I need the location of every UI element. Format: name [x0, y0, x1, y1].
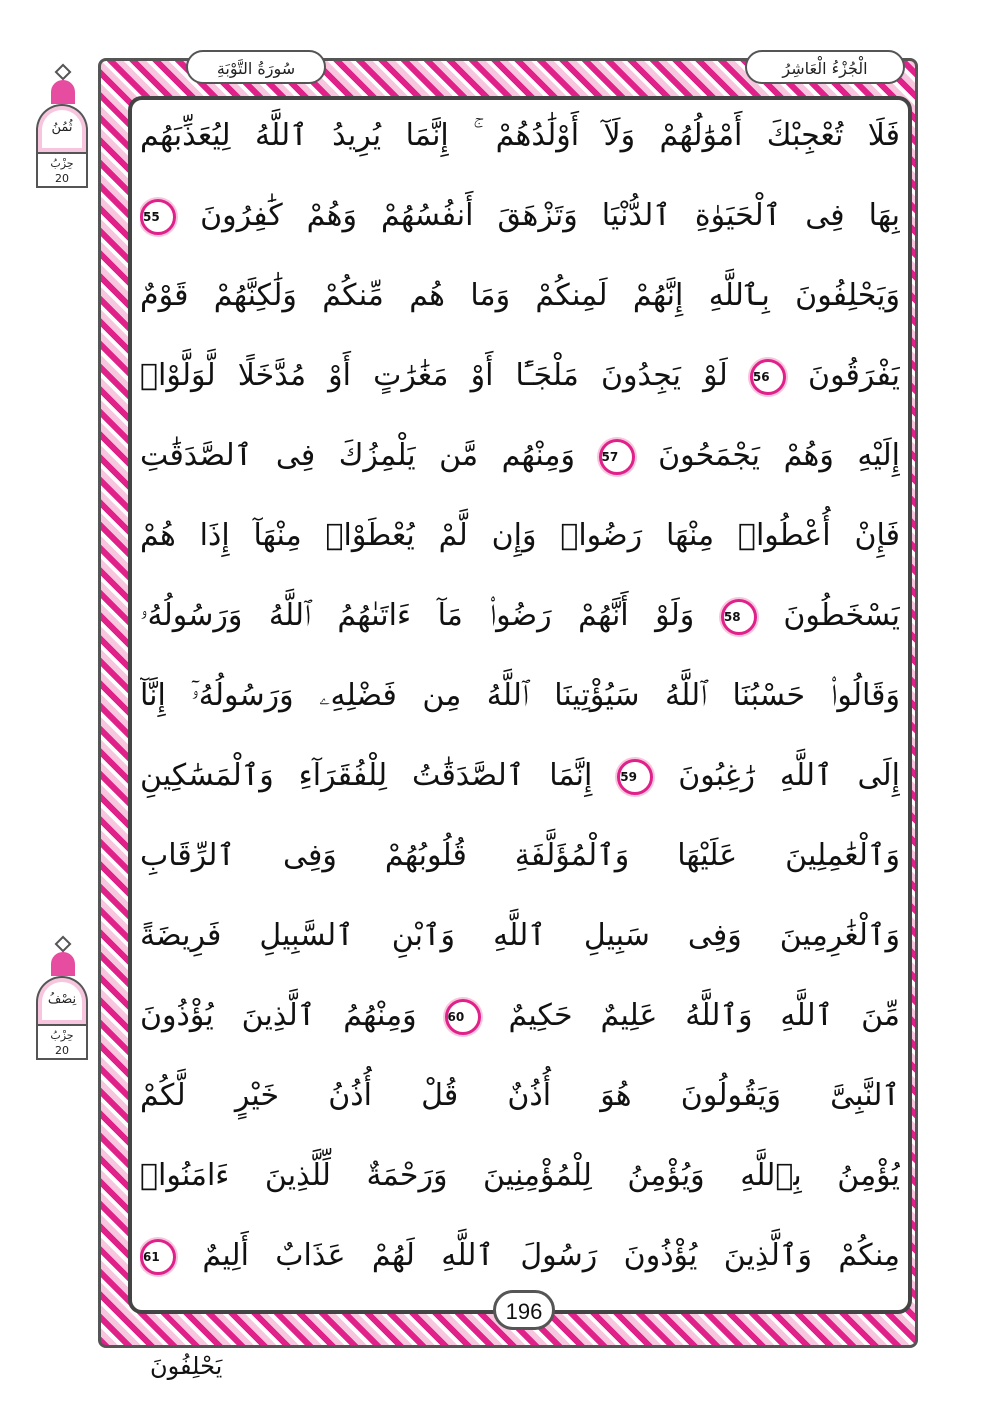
catchword: يَحْلِفُونَ	[150, 1352, 223, 1380]
verse-line	[140, 1144, 900, 1208]
ayah-number-marker: 59	[617, 759, 653, 795]
verse-text: يَفْرَقُونَ	[808, 358, 900, 393]
hizb-box	[36, 1024, 88, 1060]
quran-text-area	[140, 104, 900, 1304]
finial-icon	[55, 64, 72, 81]
marker-label: ثُمُنُ	[36, 104, 88, 152]
hizb-word: حِزْبُ	[50, 1029, 74, 1042]
verse-line	[140, 1064, 900, 1128]
ornament-icon	[51, 80, 75, 104]
verse-line	[140, 424, 900, 488]
hizb-box	[36, 152, 88, 188]
verse-text: إِنَّمَا ٱلصَّدَقَٰتُ لِلْفُقَرَآءِ وَٱلْمَسَٰكِينِ	[140, 758, 593, 793]
verse-line	[140, 504, 900, 568]
verse-line	[140, 824, 900, 888]
ornament-icon	[51, 952, 75, 976]
verse-text: إِلَى ٱللَّهِ رَٰغِبُونَ	[678, 758, 900, 793]
verse-text: وَٱلْعَٰمِلِينَ عَلَيْهَا وَٱلْمُؤَلَّفَةِ قُلُوبُهُمْ وَفِى ٱلرِّقَابِ	[140, 838, 900, 873]
page-number: 196	[493, 1290, 555, 1330]
verse-line	[140, 584, 900, 648]
ayah-number-marker: 57	[599, 439, 635, 475]
ayah-number-marker: 60	[445, 999, 481, 1035]
verse-line	[140, 1224, 900, 1288]
ayah-number-marker: 61	[140, 1239, 176, 1275]
ayah-number-marker: 58	[721, 599, 757, 635]
verse-line	[140, 904, 900, 968]
finial-icon	[55, 936, 72, 953]
hizb-number: 20	[55, 1044, 69, 1057]
verse-line	[140, 344, 900, 408]
verse-text: وَلَوْ أَنَّهُمْ رَضُوا۟ مَآ ءَاتَىٰهُمُ ٱللَّهُ وَرَسُولُهُۥ	[140, 598, 695, 633]
verse-text: إِلَيْهِ وَهُمْ يَجْمَحُونَ	[658, 438, 900, 473]
side-marker-thumun	[36, 66, 90, 188]
verse-line	[140, 664, 900, 728]
verse-text: وَيَحْلِفُونَ بِٱللَّهِ إِنَّهُمْ لَمِنكُمْ وَمَا هُم مِّنكُمْ وَلَٰكِنَّهُمْ قَوْمٌ	[140, 278, 900, 313]
verse-line	[140, 184, 900, 248]
verse-text: لَوْ يَجِدُونَ مَلْجَـًٔا أَوْ مَغَٰرَٰتٍ أَوْ مُدَّخَلًا لَّوَلَّوْا۟	[140, 358, 728, 393]
verse-text: وَٱلْغَٰرِمِينَ وَفِى سَبِيلِ ٱللَّهِ وَٱبْنِ ٱلسَّبِيلِ فَرِيضَةً	[140, 918, 900, 953]
verse-text: وَمِنْهُم مَّن يَلْمِزُكَ فِى ٱلصَّدَقَٰتِ	[140, 438, 575, 473]
verse-text: يَسْخَطُونَ	[783, 598, 900, 633]
verse-text: فَلَا تُعْجِبْكَ أَمْوَٰلُهُمْ وَلَآ أَوْلَٰدُهُمْ ۚ إِنَّمَا يُرِيدُ ٱللَّهُ لِيُعَذِّبَهُم	[140, 118, 900, 153]
verse-text: فَإِنْ أُعْطُوا۟ مِنْهَا رَضُوا۟ وَإِن لَّمْ يُعْطَوْا۟ مِنْهَآ إِذَا هُمْ	[140, 518, 900, 553]
juz-label: الْجُزْءُ الْعَاشِرُ	[745, 50, 905, 84]
hizb-word: حِزْبُ	[50, 157, 74, 170]
marker-label: نِصْفُ	[36, 976, 88, 1024]
hizb-number: 20	[55, 172, 69, 185]
verse-text: وَمِنْهُمُ ٱلَّذِينَ يُؤْذُونَ	[140, 998, 417, 1033]
verse-line	[140, 104, 900, 168]
verse-text: بِهَا فِى ٱلْحَيَوٰةِ ٱلدُّنْيَا وَتَزْهَقَ أَنفُسُهُمْ وَهُمْ كَٰفِرُونَ	[200, 198, 900, 233]
verse-line	[140, 264, 900, 328]
verse-text: مِنكُمْ وَٱلَّذِينَ يُؤْذُونَ رَسُولَ ٱللَّهِ لَهُمْ عَذَابٌ أَلِيمٌ	[202, 1238, 900, 1273]
verse-text: يُؤْمِنُ بِٱللَّهِ وَيُؤْمِنُ لِلْمُؤْمِنِينَ وَرَحْمَةٌ لِّلَّذِينَ ءَامَنُوا۟	[140, 1158, 900, 1193]
ayah-number-marker: 56	[750, 359, 786, 395]
verse-text: ٱلنَّبِىَّ وَيَقُولُونَ هُوَ أُذُنٌ قُلْ أُذُنُ خَيْرٍ لَّكُمْ	[140, 1078, 900, 1113]
surah-label: سُورَةُ التَّوْبَةِ	[186, 50, 326, 84]
verse-text: وَقَالُوا۟ حَسْبُنَا ٱللَّهُ سَيُؤْتِينَا ٱللَّهُ مِن فَضْلِهِۦ وَرَسُولُهُۥٓ إِنَّآ	[140, 678, 900, 713]
verse-line	[140, 984, 900, 1048]
ayah-number-marker: 55	[140, 199, 176, 235]
verse-text: مِّنَ ٱللَّهِ وَٱللَّهُ عَلِيمٌ حَكِيمٌ	[508, 998, 900, 1033]
verse-line	[140, 744, 900, 808]
side-marker-nisf	[36, 938, 90, 1060]
